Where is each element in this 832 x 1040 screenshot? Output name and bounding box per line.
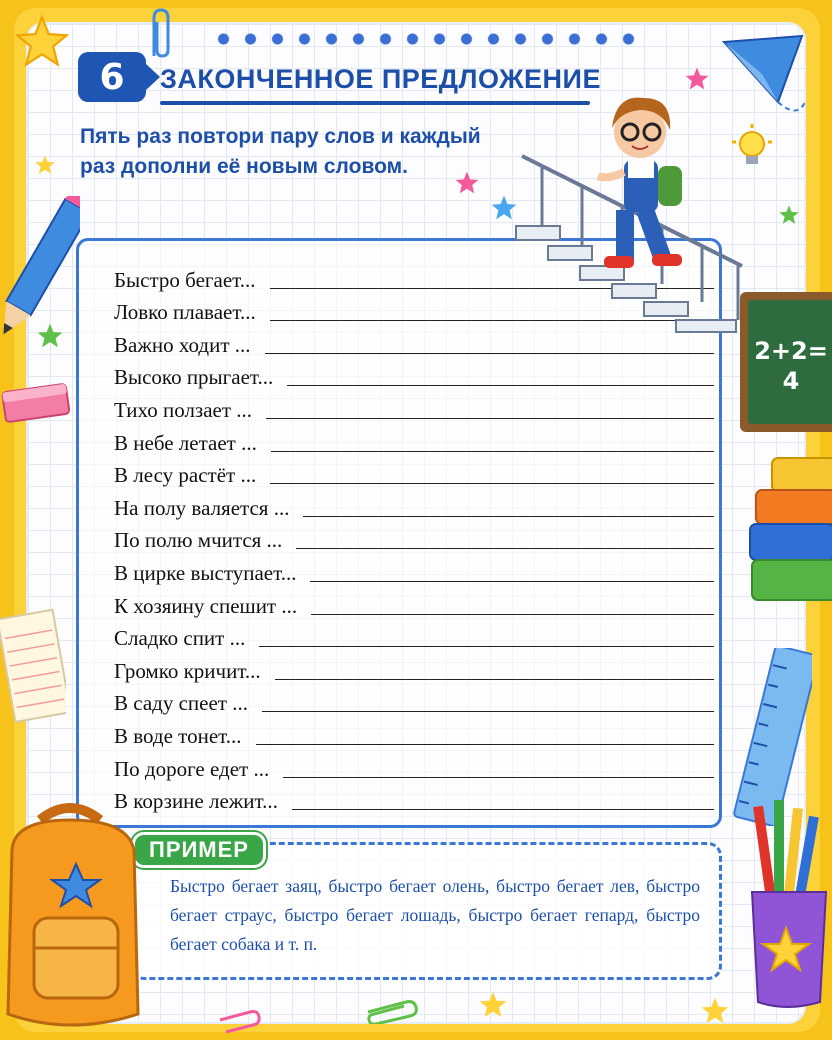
chalkboard-text-line2: 4	[782, 367, 800, 395]
phrase-row	[114, 688, 714, 721]
answer-line[interactable]	[292, 809, 714, 810]
phrase-row	[114, 525, 714, 558]
books-stack-illustration	[748, 452, 832, 612]
answer-line[interactable]	[311, 614, 714, 615]
phrase-row	[114, 590, 714, 623]
eraser-illustration	[0, 378, 72, 430]
example-text: Быстро бегает заяц, быстро бегает олень, быстро бегает лев, быстро бегает страус, быстро бегает лошадь, быстро бегает гепард, быстро бегает собака и т. п.	[170, 876, 700, 954]
phrase-row	[114, 329, 714, 362]
phrase-text: Сладко спит ...	[114, 626, 246, 651]
note-paper-illustration	[0, 604, 66, 728]
phrase-text: В корзине лежит...	[114, 789, 278, 814]
phrase-text: По полю мчится ...	[114, 528, 283, 553]
example-label: ПРИМЕР	[132, 832, 266, 868]
answer-line[interactable]	[265, 353, 714, 354]
phrase-row	[114, 362, 714, 395]
task-title: ЗАКОНЧЕННОЕ ПРЕДЛОЖЕНИЕ	[160, 64, 601, 94]
answer-line[interactable]	[287, 385, 714, 386]
star-icon	[778, 204, 800, 226]
phrase-text: В небе летает ...	[114, 430, 257, 455]
phrase-text: Громко кричит...	[114, 658, 261, 683]
star-icon	[478, 990, 508, 1020]
answer-line[interactable]	[296, 548, 714, 549]
phrase-row	[114, 655, 714, 688]
phrase-row	[114, 557, 714, 590]
star-icon	[14, 14, 70, 70]
answer-line[interactable]	[262, 711, 714, 712]
pencil-cup-illustration	[746, 796, 832, 1020]
phrase-text: Важно ходит ...	[114, 332, 251, 357]
phrase-text: К хозяину спешит ...	[114, 593, 298, 618]
boy-on-stairs-illustration	[512, 76, 750, 334]
chalkboard-text-line1: 2+2=	[754, 337, 828, 365]
paper-clip-icon	[216, 1006, 262, 1034]
phrase-text: Высоко прыгает...	[114, 365, 274, 390]
answer-line[interactable]	[270, 483, 714, 484]
answer-line[interactable]	[310, 581, 714, 582]
phrase-list	[114, 264, 714, 818]
answer-line[interactable]	[303, 516, 714, 517]
answer-line[interactable]	[259, 646, 714, 647]
phrase-row	[114, 427, 714, 460]
pencil-illustration	[0, 196, 80, 346]
phrase-row	[114, 460, 714, 493]
phrase-text: Ловко плавает...	[114, 300, 256, 325]
star-icon	[454, 170, 480, 196]
phrase-text: В цирке выступает...	[114, 560, 297, 585]
phrase-text: В воде тонет...	[114, 723, 242, 748]
paper-clip-icon	[144, 6, 178, 62]
answer-line[interactable]	[271, 451, 714, 452]
phrase-row	[114, 753, 714, 786]
phrase-row	[114, 786, 714, 819]
answer-line[interactable]	[283, 777, 714, 778]
answer-line[interactable]	[256, 744, 715, 745]
paper-clip-icon	[364, 994, 420, 1024]
phrase-text: В саду спеет ...	[114, 691, 248, 716]
backpack-illustration	[0, 800, 150, 1036]
phrase-text: В лесу растёт ...	[114, 463, 257, 488]
star-icon	[700, 996, 730, 1026]
phrase-text: Тихо ползает ...	[114, 397, 253, 422]
phrase-row	[114, 394, 714, 427]
phrase-row	[114, 623, 714, 656]
decorative-dots	[210, 30, 640, 48]
phrase-text: По дороге едет ...	[114, 756, 270, 781]
phrase-text: На полу валяется ...	[114, 495, 290, 520]
answer-line[interactable]	[266, 418, 714, 419]
phrase-text: Быстро бегает...	[114, 267, 256, 292]
phrase-row	[114, 492, 714, 525]
star-icon	[34, 154, 56, 176]
chalkboard	[740, 292, 832, 432]
task-number-badge: 6	[78, 52, 146, 102]
phrase-row	[114, 720, 714, 753]
answer-line[interactable]	[275, 679, 714, 680]
task-instruction: Пять раз повтори пару слов и каждый раз дополни её новым словом.	[80, 125, 481, 178]
